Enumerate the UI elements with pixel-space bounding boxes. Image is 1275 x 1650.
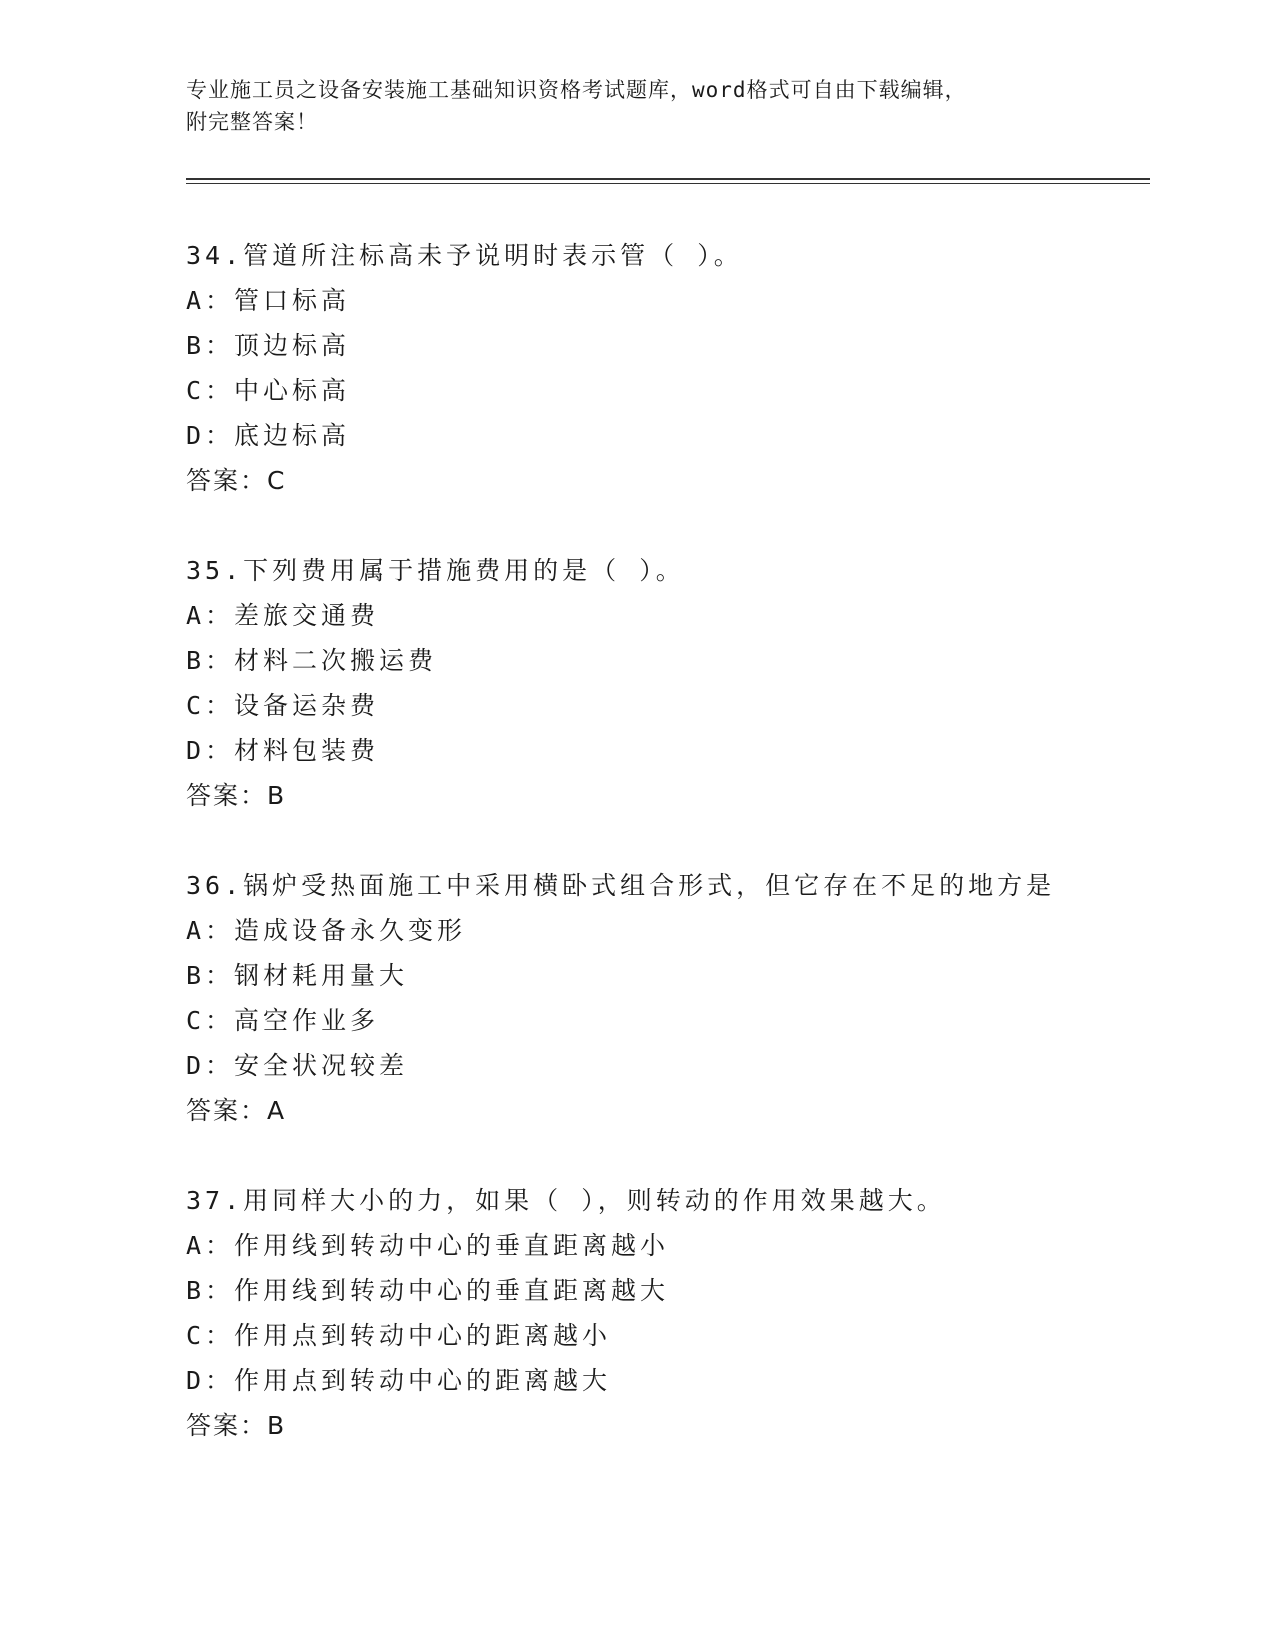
- option-c: C：高空作业多: [186, 1006, 380, 1035]
- option-c: C：设备运杂费: [186, 691, 380, 720]
- option-d: D：底边标高: [186, 421, 351, 450]
- answer: 答案：B: [186, 1411, 287, 1440]
- option-a: A：作用线到转动中心的垂直距离越小: [186, 1231, 670, 1260]
- header-divider-thick: [186, 178, 1150, 180]
- question-37: [186, 1178, 1186, 1448]
- question-34: [186, 233, 1186, 503]
- question-35: [186, 548, 1186, 818]
- question-36: [186, 863, 1186, 1133]
- option-a: A：管口标高: [186, 286, 351, 315]
- question-stem: 37.用同样大小的力，如果（ ），则转动的作用效果越大。: [186, 1186, 946, 1215]
- header-divider-thin: [186, 183, 1150, 184]
- option-b: B：钢材耗用量大: [186, 961, 409, 990]
- option-d: D：安全状况较差: [186, 1051, 409, 1080]
- option-d: D：作用点到转动中心的距离越大: [186, 1366, 612, 1395]
- option-c: C：中心标高: [186, 376, 351, 405]
- answer: 答案：C: [186, 466, 287, 495]
- header-line-2: 附完整答案！: [186, 110, 318, 134]
- answer: 答案：B: [186, 781, 287, 810]
- option-b: B：顶边标高: [186, 331, 351, 360]
- header-line-1: 专业施工员之设备安装施工基础知识资格考试题库，word格式可自由下载编辑，: [186, 78, 967, 102]
- option-b: B：材料二次搬运费: [186, 646, 438, 675]
- answer: 答案：A: [186, 1096, 287, 1125]
- option-a: A：造成设备永久变形: [186, 916, 467, 945]
- option-b: B：作用线到转动中心的垂直距离越大: [186, 1276, 670, 1305]
- option-c: C：作用点到转动中心的距离越小: [186, 1321, 612, 1350]
- question-stem: 36.锅炉受热面施工中采用横卧式组合形式，但它存在不足的地方是: [186, 871, 1056, 900]
- question-stem: 35.下列费用属于措施费用的是（ ）。: [186, 556, 685, 585]
- option-a: A：差旅交通费: [186, 601, 380, 630]
- document-header: [186, 74, 1086, 138]
- option-d: D：材料包装费: [186, 736, 380, 765]
- question-stem: 34.管道所注标高未予说明时表示管（ ）。: [186, 241, 743, 270]
